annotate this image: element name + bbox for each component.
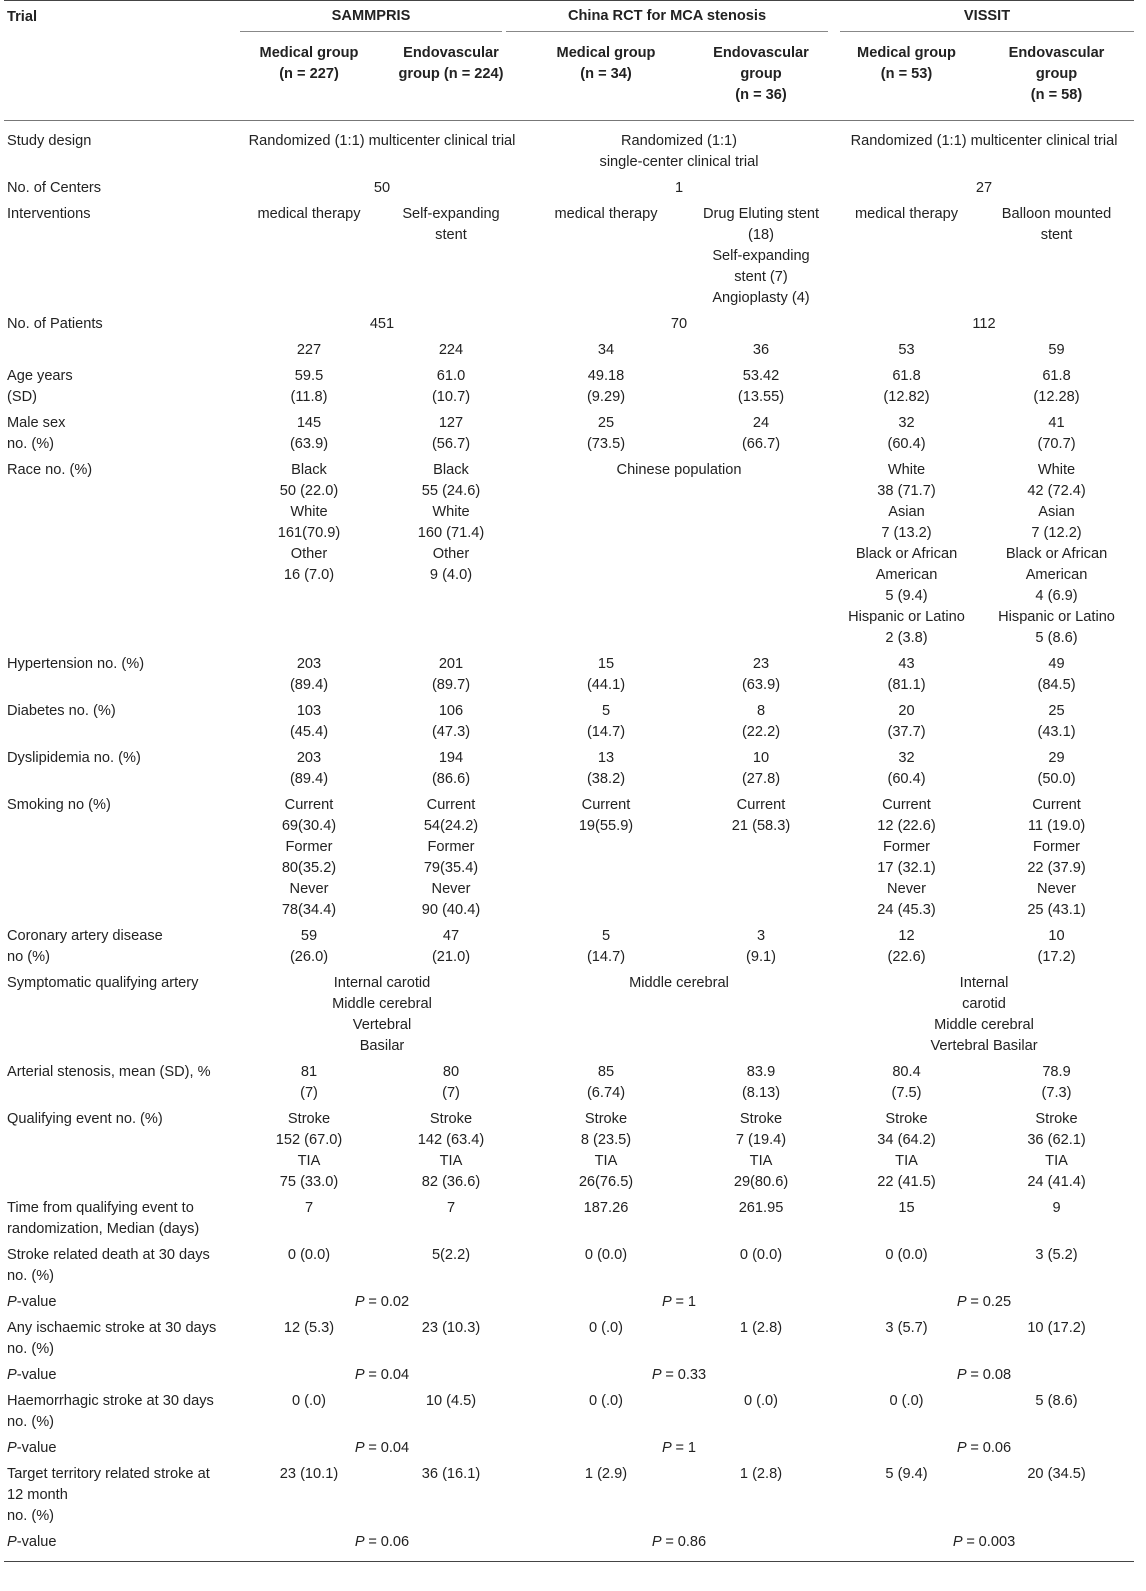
group-header-china-endo <box>688 33 834 121</box>
cell-value: 59.5 (11.8) <box>290 368 328 405</box>
p-prefix: P = <box>354 1534 381 1550</box>
cell-value: Black 50 (22.0) White 161(70.9) Other 16 (7.0) <box>277 462 341 583</box>
cell-value: Stroke 7 (19.4) TIA 29(80.6) <box>733 1111 789 1190</box>
p-prefix: P = <box>956 1294 983 1310</box>
cell-vissit <box>834 1288 1134 1314</box>
p-value: 0.06 <box>982 1440 1012 1456</box>
cell-value: Stroke 152 (67.0) TIA 75 (33.0) <box>275 1111 343 1190</box>
table-row-interventions <box>4 200 1134 310</box>
cell-value: Current 69(30.4) Former 80(35.2) Never 78(34.4) <box>281 797 337 918</box>
cell-value: medical therapy <box>554 206 658 222</box>
p-value: 1 <box>687 1440 696 1456</box>
cell-value: 0 (0.0) <box>739 1247 783 1263</box>
row-label: Dyslipidemia no. (%) <box>7 750 141 766</box>
cell-value: 59 (26.0) <box>289 928 329 965</box>
cell-value: Self-expanding stent <box>402 206 500 243</box>
cell-value: Stroke 34 (64.2) TIA 22 (41.5) <box>877 1111 936 1190</box>
table-row-centers <box>4 174 1134 200</box>
table-row-race <box>4 456 1134 650</box>
row-label-empty <box>4 336 240 362</box>
group-header-line2: (n = 53) <box>880 66 933 82</box>
row-label: No. of Centers <box>7 180 102 196</box>
cell-value: White 38 (71.7) Asian 7 (13.2) Black or African American 5 (9.4) Hispanic or Latino 2 (3.8) <box>848 462 965 646</box>
cell-value: 194 (86.6) <box>431 750 471 787</box>
p-suffix: -value <box>16 1367 57 1383</box>
cell-value: 32 (60.4) <box>887 415 926 452</box>
cell-vissit <box>834 1434 1134 1460</box>
cell-value: 24 (66.7) <box>741 415 781 452</box>
cell-value: 227 <box>296 342 322 358</box>
cell-value: White 42 (72.4) Asian 7 (12.2) Black or African American 4 (6.9) Hispanic or Latino 5 (8.6) <box>998 462 1115 646</box>
p-value: 0.003 <box>978 1534 1016 1550</box>
cell-value: Stroke 142 (63.4) TIA 82 (36.6) <box>417 1111 485 1190</box>
cell-value: 0 (.0) <box>889 1393 924 1409</box>
cell-value: 203 (89.4) <box>289 656 329 693</box>
cell-value: Current 12 (22.6) Former 17 (32.1) Never 24 (45.3) <box>877 797 936 918</box>
cell-china <box>524 1528 834 1562</box>
trial-name-vissit: VISSIT <box>840 2 1134 32</box>
cell-value: 23 (63.9) <box>741 656 781 693</box>
cell-china: 1 <box>674 180 684 196</box>
group-header-line2: (n = 36) <box>735 87 787 103</box>
group-header-sammpris-medical <box>240 33 378 121</box>
p-prefix: P = <box>662 1440 688 1456</box>
p-value: 0.33 <box>677 1367 707 1383</box>
cell-value: Current 54(24.2) Former 79(35.4) Never 90 (40.4) <box>421 797 481 918</box>
table-row-p-value <box>4 1361 1134 1387</box>
group-header-line2: (n = 227) <box>279 66 339 82</box>
row-label: Arterial stenosis, mean (SD), % <box>7 1064 211 1080</box>
cell-value: 49 (84.5) <box>1037 656 1076 693</box>
table-row-patients <box>4 310 1134 336</box>
row-label: Hypertension no. (%) <box>7 656 145 672</box>
cell-value: 32 (60.4) <box>887 750 926 787</box>
cell-value: 13 (38.2) <box>586 750 626 787</box>
cell-value: Black 55 (24.6) White 160 (71.4) Other 9 (4.0) <box>417 462 485 583</box>
cell-value: 10 (4.5) <box>425 1393 477 1409</box>
p-prefix: P = <box>354 1440 381 1456</box>
p-symbol: P <box>7 1367 17 1383</box>
p-value: 1 <box>687 1294 696 1310</box>
cell-value: 145 (63.9) <box>289 415 329 452</box>
cell-value: 10 (17.2) <box>1027 1320 1086 1336</box>
group-header-line1: Medical group <box>556 45 656 61</box>
cell-value: 20 (34.5) <box>1027 1466 1086 1482</box>
cell-sammpris: Internal carotid Middle cerebral Vertebral Basilar <box>332 975 432 1054</box>
header-empty-cell <box>4 33 240 121</box>
cell-value: 81 (7) <box>300 1064 318 1101</box>
row-label: Race no. (%) <box>7 462 93 478</box>
cell-value: 0 (.0) <box>588 1393 624 1409</box>
row-label: Age years (SD) <box>7 368 73 405</box>
p-symbol: P <box>7 1294 17 1310</box>
p-prefix: P = <box>662 1294 688 1310</box>
cell-china <box>524 1361 834 1387</box>
cell-vissit: 27 <box>975 180 993 196</box>
cell-value: medical therapy <box>855 206 959 222</box>
cell-value: 1 (2.8) <box>739 1320 783 1336</box>
group-header-sammpris-endo <box>378 33 524 121</box>
table-row-stroke-death <box>4 1241 1134 1288</box>
table-row-ischaemic-stroke <box>4 1314 1134 1361</box>
row-label <box>4 1288 240 1314</box>
cell-value: 53.42 (13.55) <box>737 368 785 405</box>
cell-value: 34 <box>597 342 615 358</box>
trial-header-china <box>524 1 834 34</box>
cell-value: 20 (37.7) <box>887 703 926 740</box>
table-row-study-design <box>4 121 1134 175</box>
cell-value: 53 <box>898 342 915 358</box>
p-symbol: P <box>7 1534 17 1550</box>
table-row-diabetes <box>4 697 1134 744</box>
row-label <box>4 1361 240 1387</box>
cell-value: 0 (.0) <box>743 1393 779 1409</box>
p-prefix: P = <box>651 1534 678 1550</box>
cell-china <box>524 1434 834 1460</box>
cell-value: 80.4 (7.5) <box>891 1064 922 1101</box>
cell-value: 0 (.0) <box>588 1320 624 1336</box>
cell-china: Middle cerebral <box>629 975 729 991</box>
cell-value: 8 (22.2) <box>741 703 781 740</box>
table-row-p-value <box>4 1434 1134 1460</box>
cell-china <box>524 1288 834 1314</box>
row-label <box>4 1528 240 1562</box>
cell-value: 61.8 (12.82) <box>883 368 930 405</box>
cell-value: 201 (89.7) <box>431 656 471 693</box>
cell-value: 47 (21.0) <box>431 928 471 965</box>
p-value: 0.02 <box>380 1294 410 1310</box>
cell-vissit <box>834 1361 1134 1387</box>
row-label <box>4 1434 240 1460</box>
cell-value: 23 (10.3) <box>421 1320 481 1336</box>
cell-value: 0 (0.0) <box>885 1247 928 1263</box>
page <box>4 0 1134 1562</box>
p-prefix: P = <box>956 1440 983 1456</box>
cell-sammpris: Randomized (1:1) multicenter clinical trial <box>248 133 516 149</box>
table-row-dyslipidemia <box>4 744 1134 791</box>
group-header-china-medical <box>524 33 688 121</box>
cell-value: 127 (56.7) <box>431 415 471 452</box>
trial-header-vissit <box>834 1 1134 34</box>
p-suffix: -value <box>16 1440 57 1456</box>
group-header-line1: Medical group <box>857 45 956 61</box>
cell-value: 61.8 (12.28) <box>1033 368 1080 405</box>
cell-value: 7 <box>304 1200 314 1216</box>
cell-value: 15 <box>898 1200 915 1216</box>
p-value: 0.06 <box>380 1534 410 1550</box>
cell-sammpris: 50 <box>373 180 391 196</box>
row-label: Diabetes no. (%) <box>7 703 116 719</box>
cell-china: 70 <box>670 316 688 332</box>
group-header-line1: Medical group <box>259 45 359 61</box>
cell-value: 5 (14.7) <box>586 703 626 740</box>
group-header-vissit-endo <box>979 33 1134 121</box>
table-row-coronary-artery-disease <box>4 922 1134 969</box>
row-label: Interventions <box>7 206 91 222</box>
cell-sammpris: 451 <box>369 316 395 332</box>
p-value: 0.25 <box>982 1294 1012 1310</box>
cell-value: 5(2.2) <box>431 1247 471 1263</box>
cell-sammpris <box>240 1288 524 1314</box>
row-label: Target territory related stroke at 12 month no. (%) <box>7 1466 210 1524</box>
cell-vissit: Randomized (1:1) multicenter clinical trial <box>850 133 1118 149</box>
cell-value: 5 (9.4) <box>885 1466 928 1482</box>
cell-value: 5 (14.7) <box>586 928 626 965</box>
cell-value: Current 11 (19.0) Former 22 (37.9) Never 25 (43.1) <box>1027 797 1086 918</box>
cell-china: Chinese population <box>616 462 742 478</box>
cell-value: 3 (9.1) <box>746 928 777 965</box>
cell-vissit: 112 <box>972 316 996 332</box>
cell-value: 3 (5.7) <box>885 1320 928 1336</box>
row-label: Stroke related death at 30 days no. (%) <box>7 1247 210 1284</box>
cell-value: 29 (50.0) <box>1037 750 1076 787</box>
table-row-male-sex <box>4 409 1134 456</box>
cell-sammpris <box>240 1434 524 1460</box>
row-label: Haemorrhagic stroke at 30 days no. (%) <box>7 1393 214 1430</box>
table-row-qualifying-artery <box>4 969 1134 1058</box>
table-row-qualifying-event <box>4 1105 1134 1194</box>
cell-sammpris <box>240 1528 524 1562</box>
cell-value: 59 <box>1048 342 1065 358</box>
cell-value: 36 <box>752 342 770 358</box>
cell-value: Stroke 36 (62.1) TIA 24 (41.4) <box>1027 1111 1086 1190</box>
cell-value: Drug Eluting stent (18) Self-expanding stent (7) Angioplasty (4) <box>703 206 820 306</box>
group-header-line2: (n = 58) <box>1030 87 1083 103</box>
cell-value: 41 (70.7) <box>1037 415 1076 452</box>
cell-value: 106 (47.3) <box>431 703 471 740</box>
row-label: Male sex no. (%) <box>7 415 66 452</box>
cell-value: 36 (16.1) <box>421 1466 481 1482</box>
cell-value: Stroke 8 (23.5) TIA 26(76.5) <box>578 1111 634 1190</box>
cell-china: Randomized (1:1) single-center clinical trial <box>599 133 759 170</box>
cell-value: 85 (6.74) <box>586 1064 626 1101</box>
row-label: Qualifying event no. (%) <box>7 1111 163 1127</box>
group-header-line2: group (n = 224) <box>398 66 504 82</box>
row-label: Study design <box>7 133 92 149</box>
cell-value: 3 (5.2) <box>1035 1247 1078 1263</box>
cell-value: Current 21 (58.3) <box>731 797 791 834</box>
table-row-p-value <box>4 1288 1134 1314</box>
cell-value: 80 (7) <box>442 1064 460 1101</box>
cell-value: 12 (5.3) <box>283 1320 335 1336</box>
cell-value: 83.9 (8.13) <box>741 1064 781 1101</box>
group-header-line1: Endovascular <box>403 45 499 61</box>
cell-value: 224 <box>438 342 464 358</box>
group-header-line1: Endovascular group <box>713 45 809 82</box>
cell-value: 187.26 <box>583 1200 629 1216</box>
cell-value: Balloon mounted stent <box>1001 206 1112 243</box>
cell-value: medical therapy <box>257 206 361 222</box>
cell-value: 1 (2.8) <box>739 1466 783 1482</box>
p-suffix: -value <box>16 1294 57 1310</box>
cell-value: 103 (45.4) <box>289 703 329 740</box>
row-label: No. of Patients <box>7 316 103 332</box>
cell-value: 261.95 <box>738 1200 784 1216</box>
table-row-time-to-randomization <box>4 1194 1134 1241</box>
cell-value: 203 (89.4) <box>289 750 329 787</box>
cell-value: 9 <box>1052 1200 1061 1216</box>
cell-value: 1 (2.9) <box>584 1466 628 1482</box>
cell-value: 25 (73.5) <box>586 415 626 452</box>
cell-value: 23 (10.1) <box>279 1466 339 1482</box>
row-label: Smoking no (%) <box>7 797 111 813</box>
group-header-line1: Endovascular group <box>1008 45 1105 82</box>
table-row-age <box>4 362 1134 409</box>
cell-value: 43 (81.1) <box>887 656 926 693</box>
cell-sammpris <box>240 1361 524 1387</box>
table-row-territory-stroke <box>4 1460 1134 1528</box>
cell-value: 0 (0.0) <box>584 1247 628 1263</box>
cell-value: 25 (43.1) <box>1037 703 1076 740</box>
p-value: 0.04 <box>380 1440 410 1456</box>
p-value: 0.86 <box>677 1534 707 1550</box>
cell-vissit: Internal carotid Middle cerebral Vertebral Basilar <box>930 975 1038 1054</box>
trial-header-sammpris <box>240 1 524 34</box>
cell-value: 0 (.0) <box>291 1393 327 1409</box>
table-row-haemorrhagic-stroke <box>4 1387 1134 1434</box>
p-suffix: -value <box>16 1534 57 1550</box>
cell-value: 61.0 (10.7) <box>431 368 471 405</box>
table-row-hypertension <box>4 650 1134 697</box>
cell-value: 7 <box>446 1200 456 1216</box>
cell-value: 78.9 (7.3) <box>1041 1064 1072 1101</box>
p-value: 0.04 <box>380 1367 410 1383</box>
cell-value: Current 19(55.9) <box>578 797 634 834</box>
table-row-p-value <box>4 1528 1134 1562</box>
p-value: 0.08 <box>982 1367 1012 1383</box>
p-symbol: P <box>7 1440 17 1456</box>
trial-name-sammpris: SAMMPRIS <box>240 2 502 32</box>
trial-header-label: Trial <box>7 8 38 25</box>
cell-value: 12 (22.6) <box>887 928 926 965</box>
cell-value: 15 (44.1) <box>586 656 626 693</box>
row-label: Symptomatic qualifying artery <box>7 975 199 991</box>
p-prefix: P = <box>956 1367 983 1383</box>
p-prefix: P = <box>651 1367 678 1383</box>
p-prefix: P = <box>354 1367 381 1383</box>
table-row-arterial-stenosis <box>4 1058 1134 1105</box>
cell-vissit <box>834 1528 1134 1562</box>
group-header-vissit-medical <box>834 33 979 121</box>
row-label: Coronary artery disease no (%) <box>7 928 163 965</box>
row-label: Any ischaemic stroke at 30 days no. (%) <box>7 1320 217 1357</box>
table-row-patients-by-group <box>4 336 1134 362</box>
cell-value: 10 (17.2) <box>1037 928 1076 965</box>
cell-value: 0 (0.0) <box>287 1247 331 1263</box>
row-label: Time from qualifying event to randomization, Median (days) <box>7 1200 200 1237</box>
cell-value: 5 (8.6) <box>1035 1393 1078 1409</box>
group-header-line2: (n = 34) <box>580 66 632 82</box>
table-row-smoking <box>4 791 1134 922</box>
p-prefix: P = <box>354 1294 381 1310</box>
trials-comparison-table <box>4 0 1134 1562</box>
cell-value: 10 (27.8) <box>741 750 781 787</box>
cell-value: 49.18 (9.29) <box>586 368 626 405</box>
p-prefix: P = <box>952 1534 979 1550</box>
trial-name-china: China RCT for MCA stenosis <box>506 2 828 32</box>
